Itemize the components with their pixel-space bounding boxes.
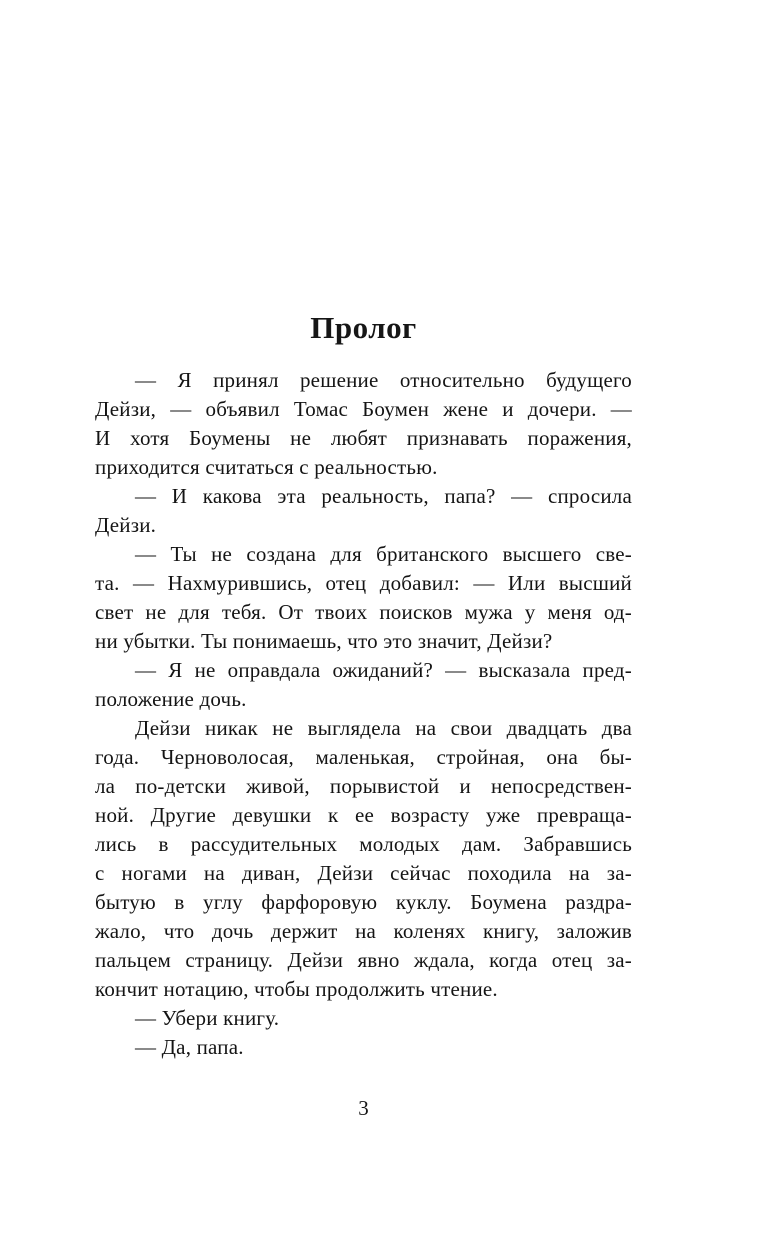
text-line: свет не для тебя. От твоих поисков мужа у меня од- [95, 600, 632, 624]
text-line: лись в рассудительных молодых дам. Забравшись [95, 832, 632, 856]
text-line: та. — Нахмурившись, отец добавил: — Или высший [95, 571, 632, 595]
text-block [95, 366, 632, 1062]
text-line: Дейзи, — объявил Томас Боумен жене и дочери. — [95, 397, 632, 421]
text-line: приходится считаться с реальностью. [95, 455, 438, 479]
chapter-title: Пролог [310, 310, 417, 345]
text-line: Дейзи. [95, 513, 157, 537]
text-line: с ногами на диван, Дейзи сейчас походила на за- [95, 861, 632, 885]
text-line: положение дочь. [95, 687, 247, 711]
text-line: Дейзи никак не выглядела на свои двадцать два [135, 716, 632, 740]
text-line: — Убери книгу. [135, 1006, 280, 1030]
text-line: ни убытки. Ты понимаешь, что это значит, Дейзи? [95, 629, 553, 653]
text-line: — Да, папа. [135, 1035, 244, 1059]
text-line: ной. Другие девушки к ее возрасту уже превраща- [95, 803, 632, 827]
text-line: года. Черноволосая, маленькая, стройная, она бы- [95, 745, 632, 769]
text-line: бытую в углу фарфоровую куклу. Боумена раздра- [95, 890, 632, 914]
text-line: — Я принял решение относительно будущего [135, 368, 632, 392]
text-line: — И какова эта реальность, папа? — спросила [135, 484, 632, 508]
text-line: ла по-детски живой, порывистой и непосредствен- [95, 774, 632, 798]
text-line: кончит нотацию, чтобы продолжить чтение. [95, 977, 498, 1001]
text-line: пальцем страницу. Дейзи явно ждала, когда отец за- [95, 948, 632, 972]
text-line: И хотя Боумены не любят признавать поражения, [95, 426, 632, 450]
text-line: — Ты не создана для британского высшего све- [135, 542, 632, 566]
text-line: — Я не оправдала ожиданий? — высказала пред- [135, 658, 632, 682]
page-number: 3 [358, 1096, 369, 1120]
text-line: жало, что дочь держит на коленях книгу, заложив [95, 919, 632, 943]
